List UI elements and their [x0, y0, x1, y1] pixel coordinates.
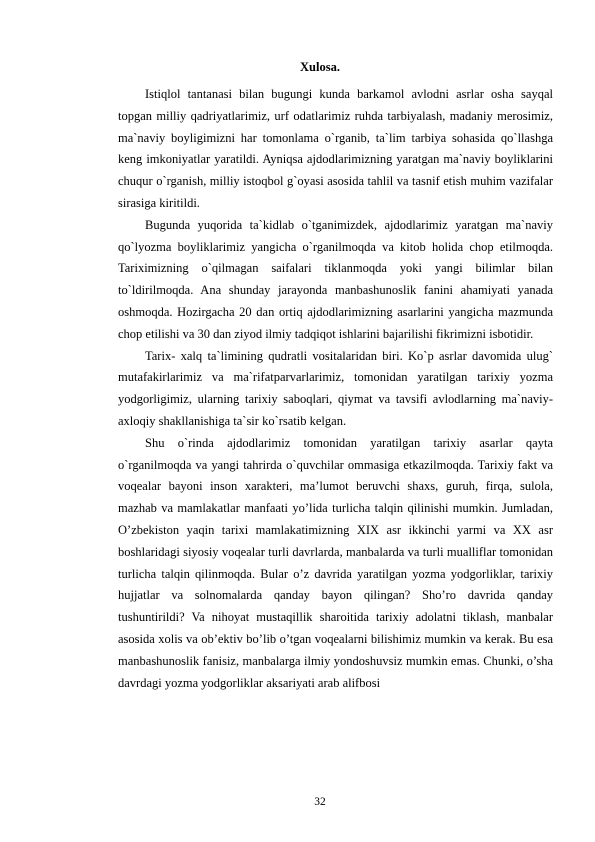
paragraph-3: Tarix- xalq ta`limining qudratli vositalaridan biri. Ko`p asrlar davomida ulug` mutafakirlarimiz va ma`rifatparvarlarimiz, tomonidan yaratilgan tarixiy yozma yodgorligimiz, ularning tarixiy saboqlari, qiymat va tavsifi avlodlarning ma`naviy- axloqiy shakllanishiga ta`sir ko`rsatib kelgan. — [118, 348, 553, 428]
paragraph-4: Shu o`rinda ajdodlarimiz tomonidan yaratilgan tarixiy asarlar qayta o`rganilmoqda va yangi tahrirda o`quvchilar ommasiga etkazilmoqda. Tarixiy fakt va voqealar bayoni inson xarakteri, ma’lumot beruvchi shaxs, guruh, firqa, sulola, mazhab va mamlakatlar manfaati yo’lida turlicha talqin qilinishi mumkin. Jumladan, O’zbekiston yaqin tarixi mamlakatimizning XIX asr ikkinchi yarmi va XX asr boshlaridagi siyosiy voqealar turli davrlarda, manbalarda va turli mualliflar tomonidan turlicha talqin qilinmoqda. Bular o’z davrida yaratilgan yozma yodgorliklar, tarixiy hujjatlar va solnomalarda qanday bayon qilingan? Sho’ro davrida qanday tushuntirildi? Va nihoyat mustaqillik sharoitida tarixiy adolatni tiklash, manbalar asosida xolis va ob’ektiv bo’lib o’tgan voqealarni bilishimiz mumkin va kerak. Bu esa manbashunoslik fanisiz, manbalarga ilmiy yondoshuvsiz mumkin emas. Chunki, o’sha davrdagi yozma yodgorliklar aksariyati arab alifbosi — [118, 435, 553, 690]
paragraph-1: Istiqlol tantanasi bilan bugungi kunda barkamol avlodni asrlar osha sayqal topgan milliy qadriyatlarimiz, urf odatlarimiz ruhda tarbiyalash, madaniy merosimiz, ma`naviy boyligimizni har tomonlama o`rganib, ta`lim tarbiya sohasida qo`llashga keng imkoniyatlar yaratildi. Ayniqsa ajdodlarimizning yaratgan ma`naviy boyliklarini chuqur o`rganish, milliy istoqbol g`oyasi asosida tahlil va tasnif etish muhim vazifalar sirasiga kiritildi. — [118, 87, 553, 210]
paragraph-2: Bugunda yuqorida ta`kidlab o`tganimizdek, ajdodlarimiz yaratgan ma`naviy qo`lyozma boyliklarimiz yangicha o`rganilmoqda va kitob holida chop etilmoqda. Tariximizning o`qilmagan saifalari tiklanmoqda yoki yangi bilimlar bilan to`ldirilmoqda. Ana shunday jarayonda manbashunoslik fanini ahamiyati yanada oshmoqda. Hozirgacha 20 dan ortiq ajdodlarimizning asarlarini yangicha mazmunda chop etilishi va 30 dan ziyod ilmiy tadqiqot ishlarini bajarilishi fikrimizni isbotidir. — [118, 217, 553, 341]
page-title: Xulosa. — [300, 60, 340, 74]
page-number: 32 — [314, 796, 326, 808]
body-text — [118, 84, 553, 694]
